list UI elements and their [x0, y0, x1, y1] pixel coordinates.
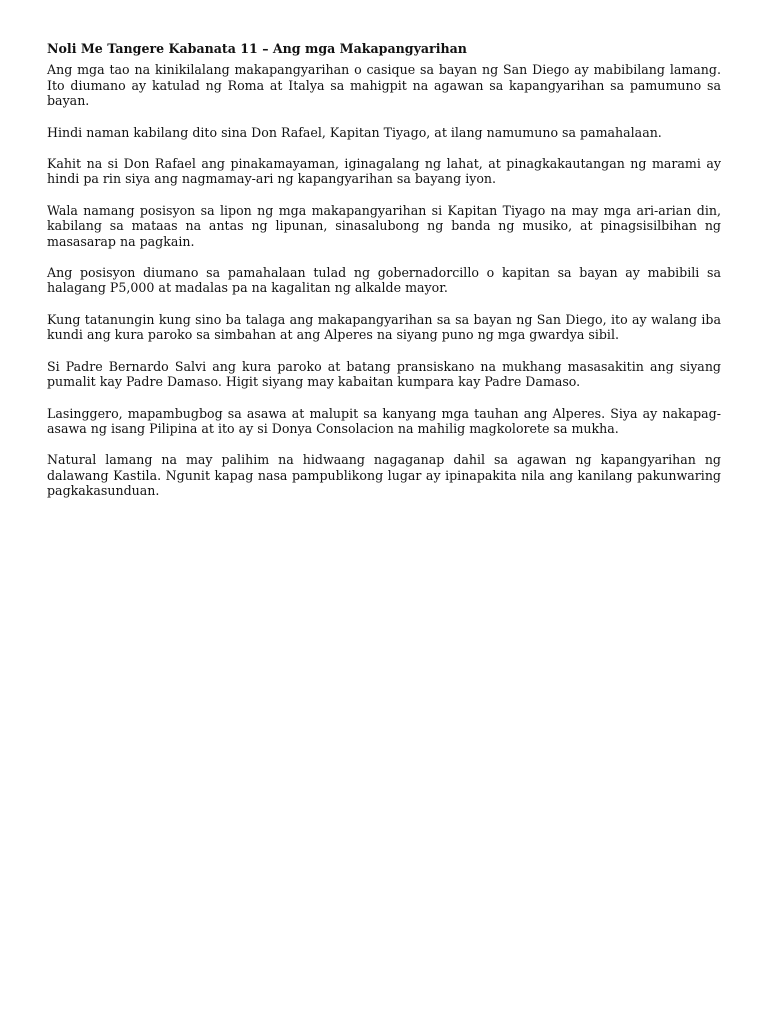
document-title: Noli Me Tangere Kabanata 11 – Ang mga Makapangyarihan — [47, 41, 467, 56]
paragraph: Wala namang posisyon sa lipon ng mga makapangyarihan si Kapitan Tiyago na may mga ari-arian din, kabilang sa mataas na antas ng lipunan, sinasalubong ng banda ng musiko, at pinagsisilbihan ng masasarap na pagkain. — [47, 202, 721, 249]
paragraph: Hindi naman kabilang dito sina Don Rafael, Kapitan Tiyago, at ilang namumuno sa pamahalaan. — [47, 124, 662, 140]
paragraph: Lasinggero, mapambugbog sa asawa at malupit sa kanyang mga tauhan ang Alperes. Siya ay nakapag-asawa ng isang Pilipina at ito ay si Donya Consolacion na mahilig magkolorete sa mukha. — [47, 405, 721, 436]
paragraph: Ang posisyon diumano sa pamahalaan tulad ng gobernadorcillo o kapitan sa bayan ay mabibili sa halagang P5,000 at madalas pa na kagalitan ng alkalde mayor. — [47, 265, 721, 296]
paragraph: Ang mga tao na kinikilalang makapangyarihan o casique sa bayan ng San Diego ay mabibilang lamang. Ito diumano ay katulad ng Roma at Italya sa mahigpit na agawan sa kapangyarihan sa pamumuno sa bayan. — [47, 62, 721, 109]
paragraph: Natural lamang na may palihim na hidwaang nagaganap dahil sa agawan ng kapangyarihan ng dalawang Kastila. Ngunit kapag nasa pampublikong lugar ay ipinapakita nila ang kanilang pakunwaring pagkakasunduan. — [47, 452, 721, 499]
paragraph: Kung tatanungin kung sino ba talaga ang makapangyarihan sa sa bayan ng San Diego, ito ay walang iba kundi ang kura paroko sa simbahan at ang Alperes na siyang puno ng mga gwardya sibil. — [47, 311, 721, 343]
document-page — [47, 41, 721, 515]
paragraph: Kahit na si Don Rafael ang pinakamayaman, iginagalang ng lahat, at pinagkakautangan ng marami ay hindi pa rin siya ang nagmamay-ari ng kapangyarihan sa bayang iyon. — [47, 156, 721, 187]
paragraph: Si Padre Bernardo Salvi ang kura paroko at batang pransiskano na mukhang masasakitin ang siyang pumalit kay Padre Damaso. Higit siyang may kabaitan kumpara kay Padre Damaso. — [47, 358, 721, 390]
